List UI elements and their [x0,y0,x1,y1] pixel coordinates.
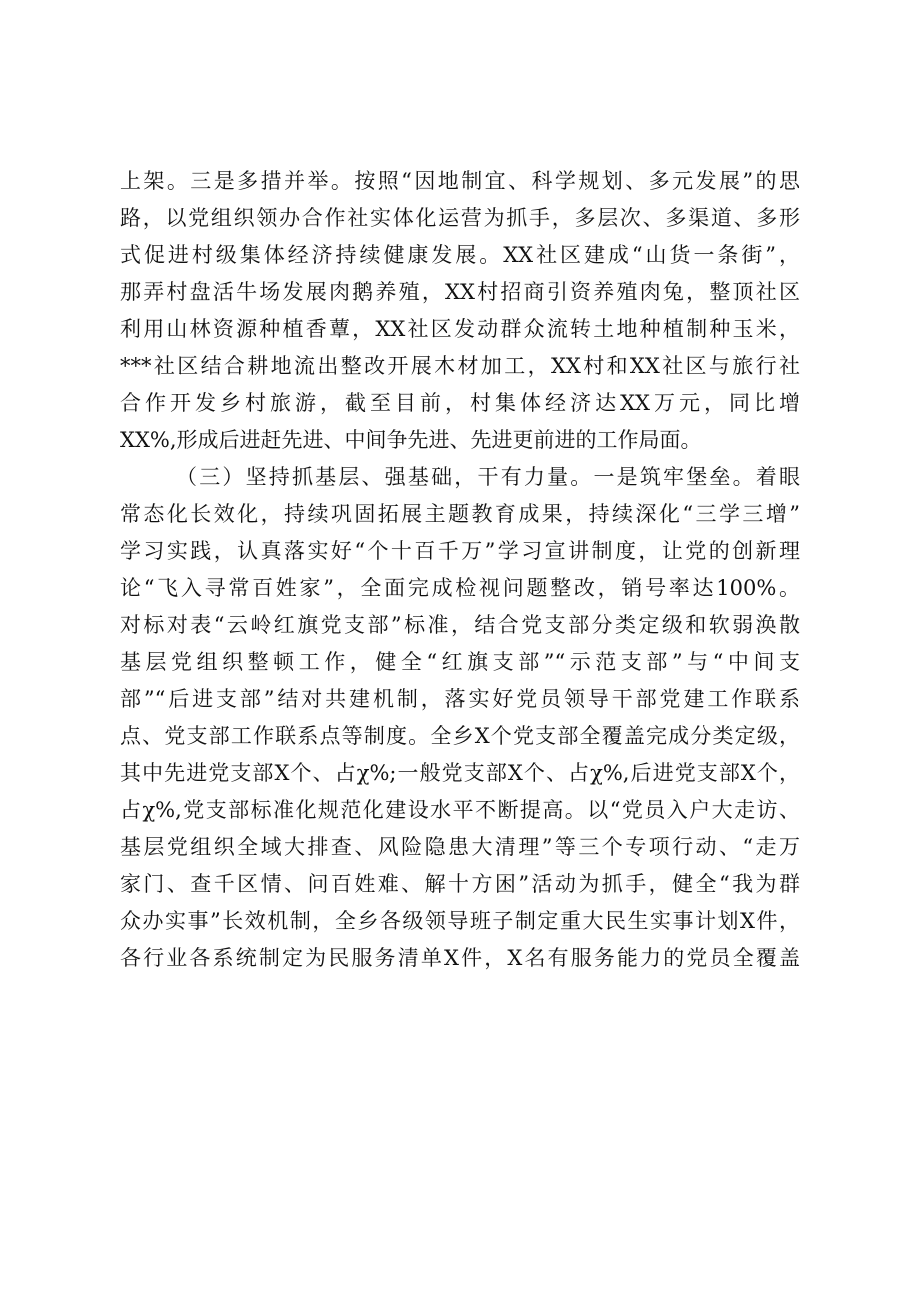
text-line: 对标对表“云岭红旗党支部”标准，结合党支部分类定级和软弱涣散 [120,613,800,637]
text-line: 那弄村盘活牛场发展肉鹅养殖，XX村招商引资养殖肉兔，整顶社区 [120,280,800,304]
text-line: 利用山林资源种植香蕈，XX社区发动群众流转土地种植制种玉米， [120,317,800,341]
text-line: ***社区结合耕地流出整改开展木材加工，XX村和XX社区与旅行社 [120,354,800,378]
text-line: 上架。三是多措并举。按照“因地制宜、科学规划、多元发展”的思 [120,169,800,193]
section-heading-line: （三）坚持抓基层、强基础，干有力量。一是筑牢堡垒。着眼 [176,465,800,489]
text-line: 常态化长效化，持续巩固拓展主题教育成果，持续深化“三学三增” [120,502,800,526]
document-body [120,163,800,977]
text-line: 学习实践，认真落实好“个十百千万”学习宣讲制度，让党的创新理 [120,539,800,563]
text-line: 其中先进党支部X个、占χ%;一般党支部X个、占χ%,后进党支部X个， [120,761,800,785]
text-line: 基层党组织全域大排查、风险隐患大清理”等三个专项行动、“走万 [120,835,800,859]
text-line: 基层党组织整顿工作，健全“红旗支部”“示范支部”与“中间支 [120,650,800,674]
text-line: 式促进村级集体经济持续健康发展。XX社区建成“山货一条街”， [120,243,800,267]
text-line: 家门、查千区情、问百姓难、解十方困”活动为抓手，健全“我为群 [120,872,800,896]
paragraph-village-economy [120,163,800,459]
paragraph-grassroots-foundation [120,459,800,977]
text-line: XX%,形成后进赶先进、中间争先进、先进更前进的工作局面。 [120,428,702,452]
text-line: 合作开发乡村旅游，截至目前，村集体经济达XX万元，同比增 [120,391,800,415]
text-line: 各行业各系统制定为民服务清单X件，X名有服务能力的党员全覆盖 [120,946,800,970]
text-line: 部”“后进支部”结对共建机制，落实好党员领导干部党建工作联系 [120,687,800,711]
text-line: 路，以党组织领办合作社实体化运营为抓手，多层次、多渠道、多形 [120,206,800,230]
text-line: 点、党支部工作联系点等制度。全乡X个党支部全覆盖完成分类定级， [120,724,800,748]
text-line: 众办实事”长效机制，全乡各级领导班子制定重大民生实事计划X件， [120,909,800,933]
text-line: 论“飞入寻常百姓家”，全面完成检视问题整改，销号率达100%。 [120,576,800,600]
text-line: 占χ%,党支部标准化规范化建设水平不断提高。以“党员入户大走访、 [120,798,800,822]
